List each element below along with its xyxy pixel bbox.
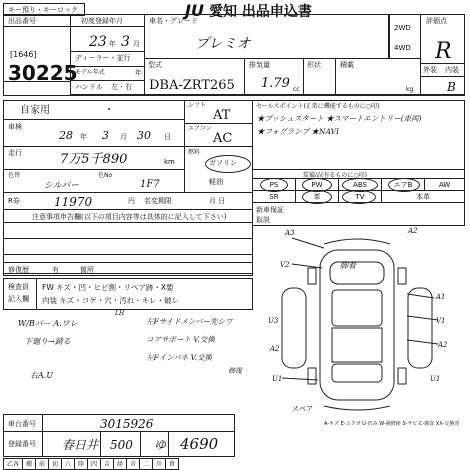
drive-box <box>389 14 421 59</box>
displacement-box <box>244 58 304 95</box>
drive-4wd: 4WD <box>394 44 411 52</box>
diagram-label-u1-left: U1 <box>272 375 283 383</box>
equipment-title: 装備品(有るものに○印) <box>303 172 367 179</box>
inspection-month-unit: 月 <box>120 133 127 141</box>
fw-line: FW キズ・凹・ヒビ割・リペア跡・X要 <box>42 283 174 292</box>
month-unit: 月 <box>133 40 140 48</box>
inspection-day-unit: 日 <box>164 133 171 141</box>
shape-label: 形状 <box>307 61 321 69</box>
score-value: R <box>435 39 452 64</box>
model-year-unit: 年 <box>135 69 142 77</box>
diagram-label-a2-top: A2 <box>408 227 418 235</box>
equip-genuine-leather <box>381 190 465 203</box>
equip-ps-mark <box>260 178 288 192</box>
repair-yes: 有 <box>52 266 59 274</box>
fuel-label: 燃料 <box>188 149 201 156</box>
shape-box <box>303 58 336 95</box>
selling-points-title: セールスポイント(正常に機能するものに○印) <box>256 103 380 110</box>
drive-2wd: 2WD <box>394 24 411 32</box>
diagram-label-roof: 脚着 <box>340 261 356 270</box>
diagram-label-a1: A1 <box>436 293 446 301</box>
reg-type: 自家用 <box>20 105 50 116</box>
remark-1: W/Bパー A.ワレ <box>18 319 78 328</box>
manual-label: 取説 <box>256 216 270 224</box>
model-year-label: モデル年式 <box>75 69 105 76</box>
bottom-cell: 種 <box>22 458 36 470</box>
bottom-cell: 乙各 <box>3 458 23 470</box>
equip-leather-label: 革 <box>313 193 321 201</box>
car-damage-diagram <box>262 228 462 418</box>
fuel-diesel: 軽油 <box>209 178 223 186</box>
load-box <box>335 58 421 95</box>
interior-line: 内装 キズ・コゲ・穴・汚れ・キレ・破レ <box>42 296 180 305</box>
bottom-cell: 四 <box>87 458 101 470</box>
plate-number: 4690 <box>180 435 219 453</box>
ju-mark: JU <box>185 1 204 20</box>
type-value: DBA-ZRT265 <box>149 78 235 93</box>
ac-label: エアコン <box>188 125 212 132</box>
car-name-label: 車名・グレード <box>149 17 198 25</box>
wheel-fr <box>398 268 406 284</box>
fuel-gas: ガソリン <box>209 159 237 167</box>
equip-genuine-leather-label: 本革 <box>416 193 430 201</box>
diagram-label-a2-left: A2 <box>270 345 280 353</box>
bottom-cell: 川 <box>152 458 166 470</box>
displacement-value: 1.79 <box>261 76 290 91</box>
score-label: 評価点 <box>426 17 447 25</box>
frame-number-row <box>3 414 235 432</box>
car-rear-window <box>332 364 382 382</box>
remark-5: 左Fインパネ V.交換 <box>146 353 213 362</box>
color-code-value: 1F7 <box>140 179 160 190</box>
diagram-label-a2-right: A2 <box>438 341 448 349</box>
selling-points-line2: ★フォグランプ ★NAVI <box>257 127 339 136</box>
handle-value: 左・右 <box>111 83 132 91</box>
inspection-month: 3 <box>102 129 109 142</box>
bottom-cell: 経 <box>113 458 127 470</box>
car-right-side <box>408 288 432 368</box>
displacement-unit: cc <box>293 86 300 93</box>
type-label: 型式 <box>148 61 162 69</box>
bottom-cell: 陸 <box>74 458 88 470</box>
car-roof <box>332 328 382 362</box>
color-value: シルバー <box>44 181 80 191</box>
recycle-unit: 円 <box>128 197 135 205</box>
inspection-day: 30 <box>137 129 151 142</box>
frame-value: 3015926 <box>100 417 154 431</box>
score-box <box>420 14 465 64</box>
shift-value: AT <box>213 108 231 123</box>
inspection-label: 車検 <box>8 123 22 131</box>
year-unit: 年 <box>109 40 116 48</box>
key-stamp-text: キー預り・キーロック <box>8 6 78 14</box>
handle-label: ハンドル <box>75 83 103 91</box>
plate-kana: ゆ <box>154 438 167 452</box>
repair-place: 箇所 <box>80 266 94 274</box>
mileage-label: 走行 <box>8 149 22 157</box>
plate-row <box>3 431 235 457</box>
bottom-cell: 八 <box>61 458 75 470</box>
remark-3: 左Fサイドメンバー先シワ <box>146 317 233 326</box>
bottom-code-row <box>3 458 465 470</box>
recycle-label: R券 <box>8 197 20 205</box>
diagram-label-u3: U3 <box>268 317 279 325</box>
bottom-cell: 二 <box>139 458 153 470</box>
equip-tv-mark <box>342 190 376 204</box>
equip-sr-mark <box>302 190 332 204</box>
fuel-box <box>184 146 253 193</box>
plate-class: 500 <box>110 438 133 452</box>
equip-ps-label: PS <box>269 181 279 189</box>
inspection-row <box>3 119 185 147</box>
diagram-legend: A-キズ E-エクボ U-凹み W-補修跡 S-サビ C-腐食 XX-交換済 <box>324 421 460 427</box>
spare-key-label: 新車保証 <box>256 206 284 214</box>
notes-title: 注意事項申告欄(以下の項目内容等は具体的に記入して下さい) <box>32 213 227 221</box>
rear-bumper <box>324 406 390 410</box>
diagram-label-spare: スペア <box>292 405 313 413</box>
recycle-row <box>3 192 253 210</box>
reg-sep: ・ <box>104 105 114 116</box>
equip-airbag-label: エアB <box>393 181 413 189</box>
diagram-label-a3: A3 <box>285 229 295 237</box>
interior-box <box>420 76 465 95</box>
bottom-cell: 倉 <box>165 458 179 470</box>
first-reg-month: 3 <box>121 34 130 50</box>
equip-pw-label: PW <box>311 181 323 189</box>
plate-label: 登録番号 <box>8 440 36 448</box>
inspector-row <box>3 278 253 310</box>
car-left-side <box>282 288 306 368</box>
mileage-row <box>3 146 185 170</box>
diagram-label-v1: V1 <box>436 317 446 325</box>
ac-value: AC <box>213 131 233 146</box>
load-label: 積載 <box>340 61 354 69</box>
diagram-label-v2: V2 <box>280 261 290 269</box>
selling-points-box <box>252 100 465 170</box>
remark-4: コアサポート V.交換 <box>146 335 215 344</box>
inspector-label: 検査員 <box>8 283 29 291</box>
remark-6: 右A.U <box>30 371 54 380</box>
lot-box <box>3 14 78 85</box>
equip-abs-label: ABS <box>353 181 367 189</box>
front-bumper <box>324 239 390 244</box>
color-label: 色替 <box>8 172 21 179</box>
car-outline <box>320 250 394 400</box>
equip-sr-label: SR <box>269 193 279 201</box>
dealer-box <box>70 51 145 95</box>
color-code-label: 色No <box>98 172 113 179</box>
first-reg-label: 初度登録年月 <box>81 17 123 25</box>
plate-region: 春日井 <box>62 438 99 452</box>
exterior-box <box>420 63 465 77</box>
reg-type-row <box>3 100 185 120</box>
lot-number: 30225 <box>8 61 78 85</box>
selling-points-line1: ★プッシュスタート ★スマートエントリー(車両) <box>257 114 422 123</box>
first-reg-year: 23 <box>89 34 107 50</box>
car-name-value: プレミオ <box>195 36 251 52</box>
form-title: 愛知 出品申込書 <box>209 4 312 20</box>
wheel-fl <box>308 268 316 284</box>
lot-label: 出品番号 <box>8 17 36 25</box>
interior-label: 内装 <box>445 66 459 74</box>
displacement-label: 排気量 <box>249 61 270 69</box>
type-box <box>144 58 245 95</box>
diagram-label-u1-right: U1 <box>430 375 441 383</box>
load-unit: kg <box>406 86 414 93</box>
car-hood <box>330 262 384 284</box>
bottom-cell: 吉 <box>100 458 114 470</box>
inspection-year-unit: 年 <box>80 133 87 141</box>
car-name-box <box>144 14 389 59</box>
inspection-year: 28 <box>59 129 73 142</box>
equip-aw-label: AW <box>438 181 451 189</box>
shift-box <box>184 100 253 124</box>
bottom-cell: 前 <box>35 458 49 470</box>
repair-label: 修復歴 <box>8 266 29 274</box>
remark-lh: LH <box>115 310 125 317</box>
frame-label: 車台番号 <box>8 420 36 428</box>
equip-tv-label: TV <box>355 193 365 201</box>
entry-label: 記入欄 <box>8 295 29 303</box>
remark-2: 下廻り→錆る <box>24 337 71 346</box>
car-windshield <box>332 290 382 326</box>
mileage-value: 7万5千890 <box>60 152 128 167</box>
bottom-cell: 初 <box>48 458 62 470</box>
mileage-unit: km <box>164 158 175 166</box>
name-change-unit: 月 日 <box>209 197 226 205</box>
first-reg-box <box>70 14 145 52</box>
equip-airbag-mark <box>388 178 420 192</box>
exterior-label: 外装 <box>423 66 437 74</box>
lot-prefix: [1646] <box>10 50 37 59</box>
remark-7: 修復 <box>228 367 242 375</box>
wheel-rl <box>308 368 316 384</box>
wheel-rr <box>398 368 406 384</box>
shift-label: シフト <box>188 102 207 109</box>
dealer-label: ディーラー・並行 <box>75 54 131 62</box>
bottom-cell: 市 <box>126 458 140 470</box>
name-change-label: 名変期限 <box>144 197 172 205</box>
ac-box <box>184 123 253 147</box>
repair-row <box>3 262 253 276</box>
color-row <box>3 169 185 193</box>
recycle-value: 11970 <box>54 195 93 209</box>
interior-value: B <box>447 80 456 94</box>
